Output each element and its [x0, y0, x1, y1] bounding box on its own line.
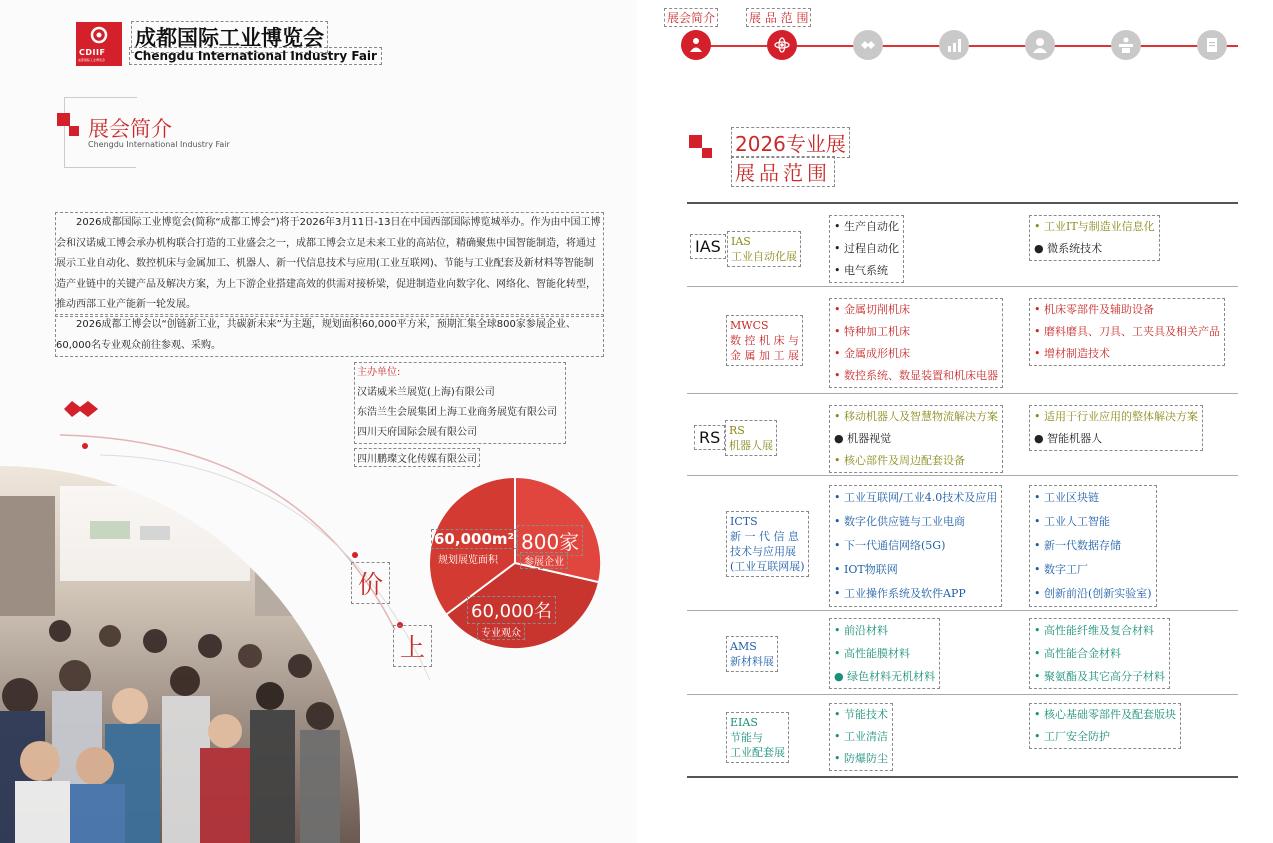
document-icon[interactable]: [1197, 30, 1227, 60]
category-code: RS: [695, 426, 724, 449]
organizer-item: 汉诺威米兰展览(上海)有限公司: [357, 387, 495, 398]
divider: [687, 286, 1238, 287]
chart-icon[interactable]: [939, 30, 969, 60]
exhibitors-value: 800家: [518, 526, 582, 555]
category-list: • 节能技术 • 工业清洁 • 防爆防尘: [830, 704, 892, 770]
tab-scope[interactable]: 展 品 范 围: [749, 11, 809, 25]
handshake-icon: [62, 397, 100, 419]
category-list: • 前沿材料 • 高性能膜材料 ● 绿色材料无机材料: [830, 619, 939, 688]
section-title: 展会简介: [88, 117, 172, 141]
category-list: • 核心基础零部件及配套版块 • 工厂安全防护: [1030, 704, 1180, 748]
intro-paragraph-1: 2026成都国际工业博览会(简称“成都工博会”)将于2026年3月11日-13日在中国西部国际博览城举办。作为由中国工博会和汉诺威工博会承办机构联合打造的工业盛会之一，成都工博会立足未来工业的高站位，精确聚焦中国智能制造，将通过展示工业自动化、数控机床与金属加工、机器人、新一代信息技术与应用(工业互联网)、节能与工业配套及新材料等智能制造产业链中的关键产品及解决方案，为上下游企业搭建高效的供需对接桥梁，促进制造业向数字化、网络化、智能化转型，推动西部工业产能新一轮发展。: [56, 213, 603, 316]
category-list: • 工业IT与制造业信息化 ● 微系统技术: [1030, 216, 1159, 260]
visitors-label: 专业观众: [478, 624, 524, 639]
organizer-item: 四川天府国际会展有限公司: [357, 427, 477, 438]
category-label: IAS 工业自动化展: [728, 232, 800, 266]
divider: [687, 393, 1238, 394]
people-icon[interactable]: [681, 30, 711, 60]
divider: [687, 776, 1238, 778]
divider: [687, 694, 1238, 695]
category-list: • 金属切削机床 • 特种加工机床 • 金属成形机床 • 数控系统、数显装置和机床电器: [830, 299, 1002, 387]
category-label: ICTS 新 一 代 信 息 技术与应用展 (工业互联网展): [727, 512, 808, 576]
category-list: • 移动机器人及智慧物流解决方案 ● 机器视觉 • 核心部件及周边配套设备: [830, 406, 1002, 472]
category-label: EIAS 节能与 工业配套展: [727, 713, 788, 762]
title-square-icon: [689, 135, 702, 148]
divider: [687, 610, 1238, 611]
category-list: • 工业区块链 • 工业人工智能 • 新一代数据存储 • 数字工厂 • 创新前沿(创新实验室): [1030, 486, 1156, 606]
section-subtitle: Chengdu International Industry Fair: [88, 140, 230, 149]
visitors-value: 60,000名: [468, 597, 555, 623]
organizer-heading: 主办单位:: [357, 367, 401, 378]
section-frame-base: [64, 167, 136, 168]
category-label: RS 机器人展: [726, 421, 776, 455]
logo-abbr: CDIIF: [79, 48, 106, 57]
category-list: • 工业互联网/工业4.0技术及应用 • 数字化供应链与工业电商 • 下一代通信网络(5G) • IOT物联网 • 工业操作系统及软件APP: [830, 486, 1001, 606]
area-label: 规划展览面积: [438, 555, 498, 566]
exhibitors-label: 参展企业: [521, 553, 567, 568]
title-square-icon: [702, 148, 712, 158]
category-list: • 机床零部件及辅助设备 • 磨料磨具、刀具、工夹具及相关产品 • 增材制造技术: [1030, 299, 1224, 365]
side-char: 价: [352, 563, 389, 603]
right-page: [637, 0, 1273, 843]
organizer-item: 四川鹏璨文化传媒有限公司: [355, 449, 479, 466]
category-list: • 生产自动化 • 过程自动化 • 电气系统: [830, 216, 903, 282]
area-value: 60,000m²: [434, 530, 515, 548]
user-icon[interactable]: [1025, 30, 1055, 60]
organizer-item: 东浩兰生会展集团上海工业商务展览有限公司: [357, 407, 557, 418]
atom-icon[interactable]: [767, 30, 797, 60]
title-square-icon: [69, 126, 79, 136]
category-list: • 适用于行业应用的整体解决方案 ● 智能机器人: [1030, 406, 1202, 450]
handshake-icon[interactable]: [853, 30, 883, 60]
category-label: MWCS 数 控 机 床 与 金 属 加 工 展: [727, 316, 802, 365]
logo-sub: 成都国际工业博览会: [78, 58, 106, 62]
divider: [687, 475, 1238, 476]
intro-paragraph-2: 2026成都工博会以“创链新工业，共碳新未来”为主题，规划面积60,000平方米，预期汇集全球800家参展企业、60,000名专业观众前往参观、采购。: [56, 315, 603, 356]
category-code: IAS: [691, 235, 725, 258]
side-char: 上: [394, 626, 431, 666]
category-label: AMS 新材料展: [727, 637, 777, 671]
tab-intro[interactable]: 展会简介: [667, 11, 716, 25]
podium-icon[interactable]: [1111, 30, 1141, 60]
divider: [687, 202, 1238, 204]
logo-mark-icon: [88, 25, 110, 45]
fair-title-cn: 成都国际工业博览会: [132, 22, 327, 52]
title-square-icon: [57, 113, 70, 126]
scope-title-line1: 2026专业展: [732, 128, 849, 157]
fair-title-en: Chengdu International Industry Fair: [130, 48, 381, 64]
scope-title-line2: 展品范围: [732, 157, 834, 186]
category-list: • 高性能纤维及复合材料 • 高性能合金材料 • 聚氨酯及其它高分子材料: [1030, 619, 1169, 688]
